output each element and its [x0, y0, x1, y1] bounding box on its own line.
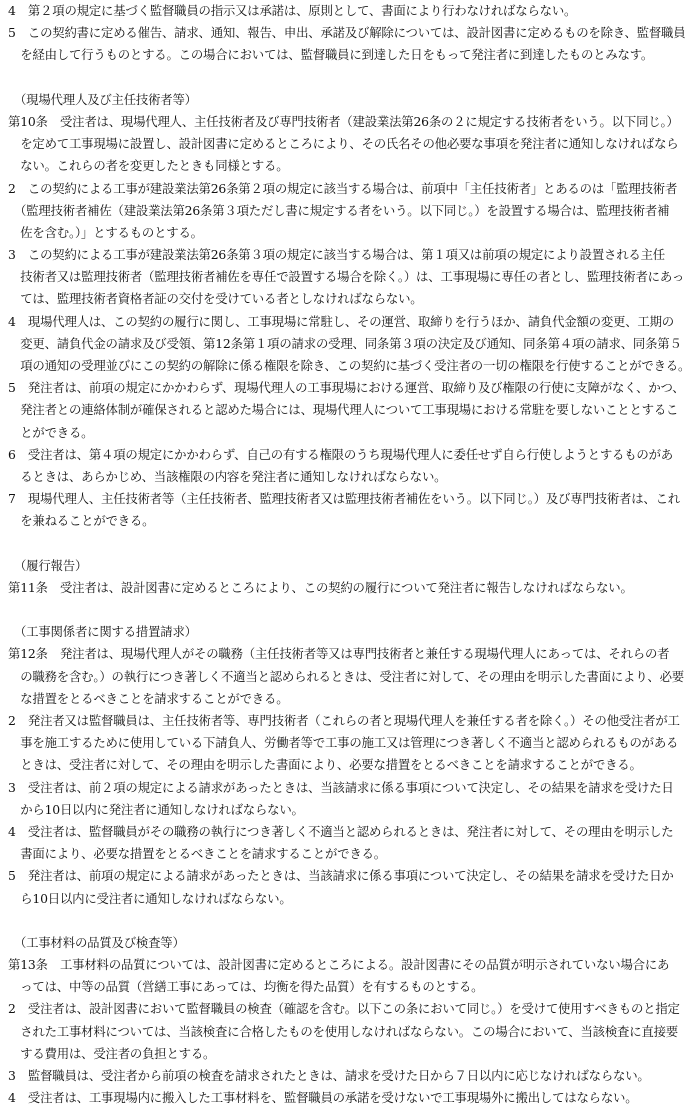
article-start-line: 第11条 受注者は、設計図書に定めるところにより、この契約の履行について発注者に報告しなければならない。: [8, 579, 633, 595]
clause-start-line: 3 受注者は、前２項の規定による請求があったときは、当該請求に係る事項について決定し、その結果を請求を受けた日: [8, 779, 674, 795]
clause-start-line: 3 監督職員は、受注者から前項の検査を請求されたときは、請求を受けた日から７日以内に応じなければならない。: [8, 1068, 650, 1083]
article-start-line: 第10条 受注者は、現場代理人、主任技術者及び専門技術者（建設業法第26条の２に規定する技術者をいう。以下同じ。）: [8, 113, 679, 129]
text-line: を兼ねることができる。: [8, 513, 155, 529]
clause-start-line: 3 この契約による工事が建設業法第26条第３項の規定に該当する場合は、第１項又は前項の規定により設置される主任: [8, 247, 665, 263]
blank-line: [8, 533, 700, 555]
text-line: な措置をとるべきことを請求することができる。: [8, 690, 289, 706]
text-line: とができる。: [8, 424, 94, 440]
text-line: 変更、請負代金の請求及び受領、第12条第１項の請求の受理、同条第３項の決定及び通知、同条第４項の請求、同条第５: [8, 335, 682, 351]
text-line: を定めて工事現場に設置し、設計図書に定めるところにより、その氏名その他必要な事項を発注者に通知しなければなら: [8, 136, 679, 152]
text-line: 佐を含む。）」とするものとする。: [8, 224, 203, 240]
article-heading: （工事材料の品質及び検査等）: [8, 934, 185, 950]
article-heading: （監理技術者補佐（建設業法第26条第３項ただし書に規定する者をいう。以下同じ。）を設置する場合は、監理技術者補: [8, 202, 670, 218]
text-line: 書面により、必要な措置をとるべきことを請求することができる。: [8, 846, 386, 862]
text-line: から10日以内に発注者に通知しなければならない。: [8, 801, 304, 817]
blank-line: [8, 599, 700, 621]
clause-start-line: 2 この契約による工事が建設業法第26条第２項の規定に該当する場合は、前項中「主任技術者」とあるのは「監理技術者: [8, 180, 678, 196]
text-line: るときは、あらかじめ、当該権限の内容を発注者に通知しなければならない。: [8, 468, 447, 484]
text-line: する費用は、受注者の負担とする。: [8, 1045, 216, 1061]
clause-start-line: 4 第２項の規定に基づく監督職員の指示又は承諾は、原則として、書面により行わなければならない。: [8, 3, 577, 18]
clause-start-line: 5 発注者は、前項の規定にかかわらず、現場代理人の工事現場における運営、取締り及び権限の行使に支障がなく、かつ、: [8, 380, 685, 396]
article-heading: （現場代理人及び主任技術者等）: [8, 91, 197, 107]
clause-start-line: 4 受注者は、工事現場内に搬入した工事材料を、監督職員の承諾を受けないで工事現場外に搬出してはならない。: [8, 1090, 638, 1106]
article-heading: （履行報告）: [8, 557, 88, 573]
clause-start-line: 5 この契約書に定める催告、請求、通知、報告、申出、承諾及び解除については、設計図書に定めるものを除き、監督職員: [8, 25, 686, 41]
article-heading: （工事関係者に関する措置請求）: [8, 624, 197, 640]
text-line: ては、監理技術者資格者証の交付を受けている者としなければならない。: [8, 291, 423, 307]
text-line: 発注者との連絡体制が確保されると認めた場合には、現場代理人について工事現場における常駐を要しないこととするこ: [8, 402, 679, 418]
text-line: 項の通知の受理並びにこの契約の解除に係る権限を除き、この契約に基づく受注者の一切の権限を行使することができる。: [8, 358, 691, 373]
clause-start-line: 2 発注者又は監督職員は、主任技術者等、専門技術者（これらの者と現場代理人を兼任する者を除く。）その他受注者が工: [8, 713, 680, 728]
blank-line: [8, 910, 700, 932]
article-start-line: 第13条 工事材料の品質については、設計図書に定めるところによる。設計図書にその品質が明示されていない場合にあ: [8, 957, 670, 973]
text-line: を経由して行うものとする。この場合においては、監督職員に到達した日をもって発注者に到達したものとみなす。: [8, 47, 654, 63]
text-line: の職務を含む。）の執行につき著しく不適当と認められるときは、受注者に対して、その理由を明示した書面により、必要: [8, 668, 684, 684]
text-line: ら10日以内に受注者に通知しなければならない。: [8, 890, 292, 906]
clause-start-line: 6 受注者は、第４項の規定にかかわらず、自己の有する権限のうち現場代理人に委任せず自ら行使しようとするものがあ: [8, 446, 673, 462]
text-line: ときは、受注者に対して、その理由を明示した書面により、必要な措置をとるべきことを請求することができる。: [8, 757, 642, 773]
text-line: された工事材料については、当該検査に合格したものを使用しなければならない。この場合において、当該検査に直接要: [8, 1023, 678, 1039]
text-line: 事を施工するために使用している下請負人、労働者等で工事の施工又は管理につき著しく不適当と認められるものがある: [8, 735, 679, 751]
clause-start-line: 5 発注者は、前項の規定による請求があったときは、当該請求に係る事項について決定し、その結果を請求を受けた日か: [8, 868, 674, 884]
text-line: っては、中等の品質（営繕工事にあっては、均衡を得た品質）を有するものとする。: [8, 979, 484, 995]
article-start-line: 第12条 発注者は、現場代理人がその職務（主任技術者等又は専門技術者と兼任する現場代理人にあっては、それらの者: [8, 646, 670, 662]
blank-line: [8, 67, 700, 89]
clause-start-line: 7 現場代理人、主任技術者等（主任技術者、監理技術者又は監理技術者補佐をいう。以下同じ。）及び専門技術者は、これ: [8, 491, 680, 507]
clause-start-line: 2 受注者は、設計図書において監督職員の検査（確認を含む。以下この条において同じ。）を受けて使用すべきものと指定: [8, 1001, 680, 1017]
text-line: ない。これらの者を変更したときも同様とする。: [8, 158, 289, 174]
clause-start-line: 4 現場代理人は、この契約の履行に関し、工事現場に常駐し、その運営、取締りを行うほか、請負代金額の変更、工期の: [8, 313, 674, 329]
text-line: 技術者又は監理技術者（監理技術者補佐を専任で設置する場合を除く。）は、工事現場に専任の者とし、監理技術者にあっ: [8, 269, 685, 285]
clause-start-line: 4 受注者は、監督職員がその職務の執行につき著しく不適当と認められるときは、発注者に対して、その理由を明示した: [8, 823, 674, 839]
